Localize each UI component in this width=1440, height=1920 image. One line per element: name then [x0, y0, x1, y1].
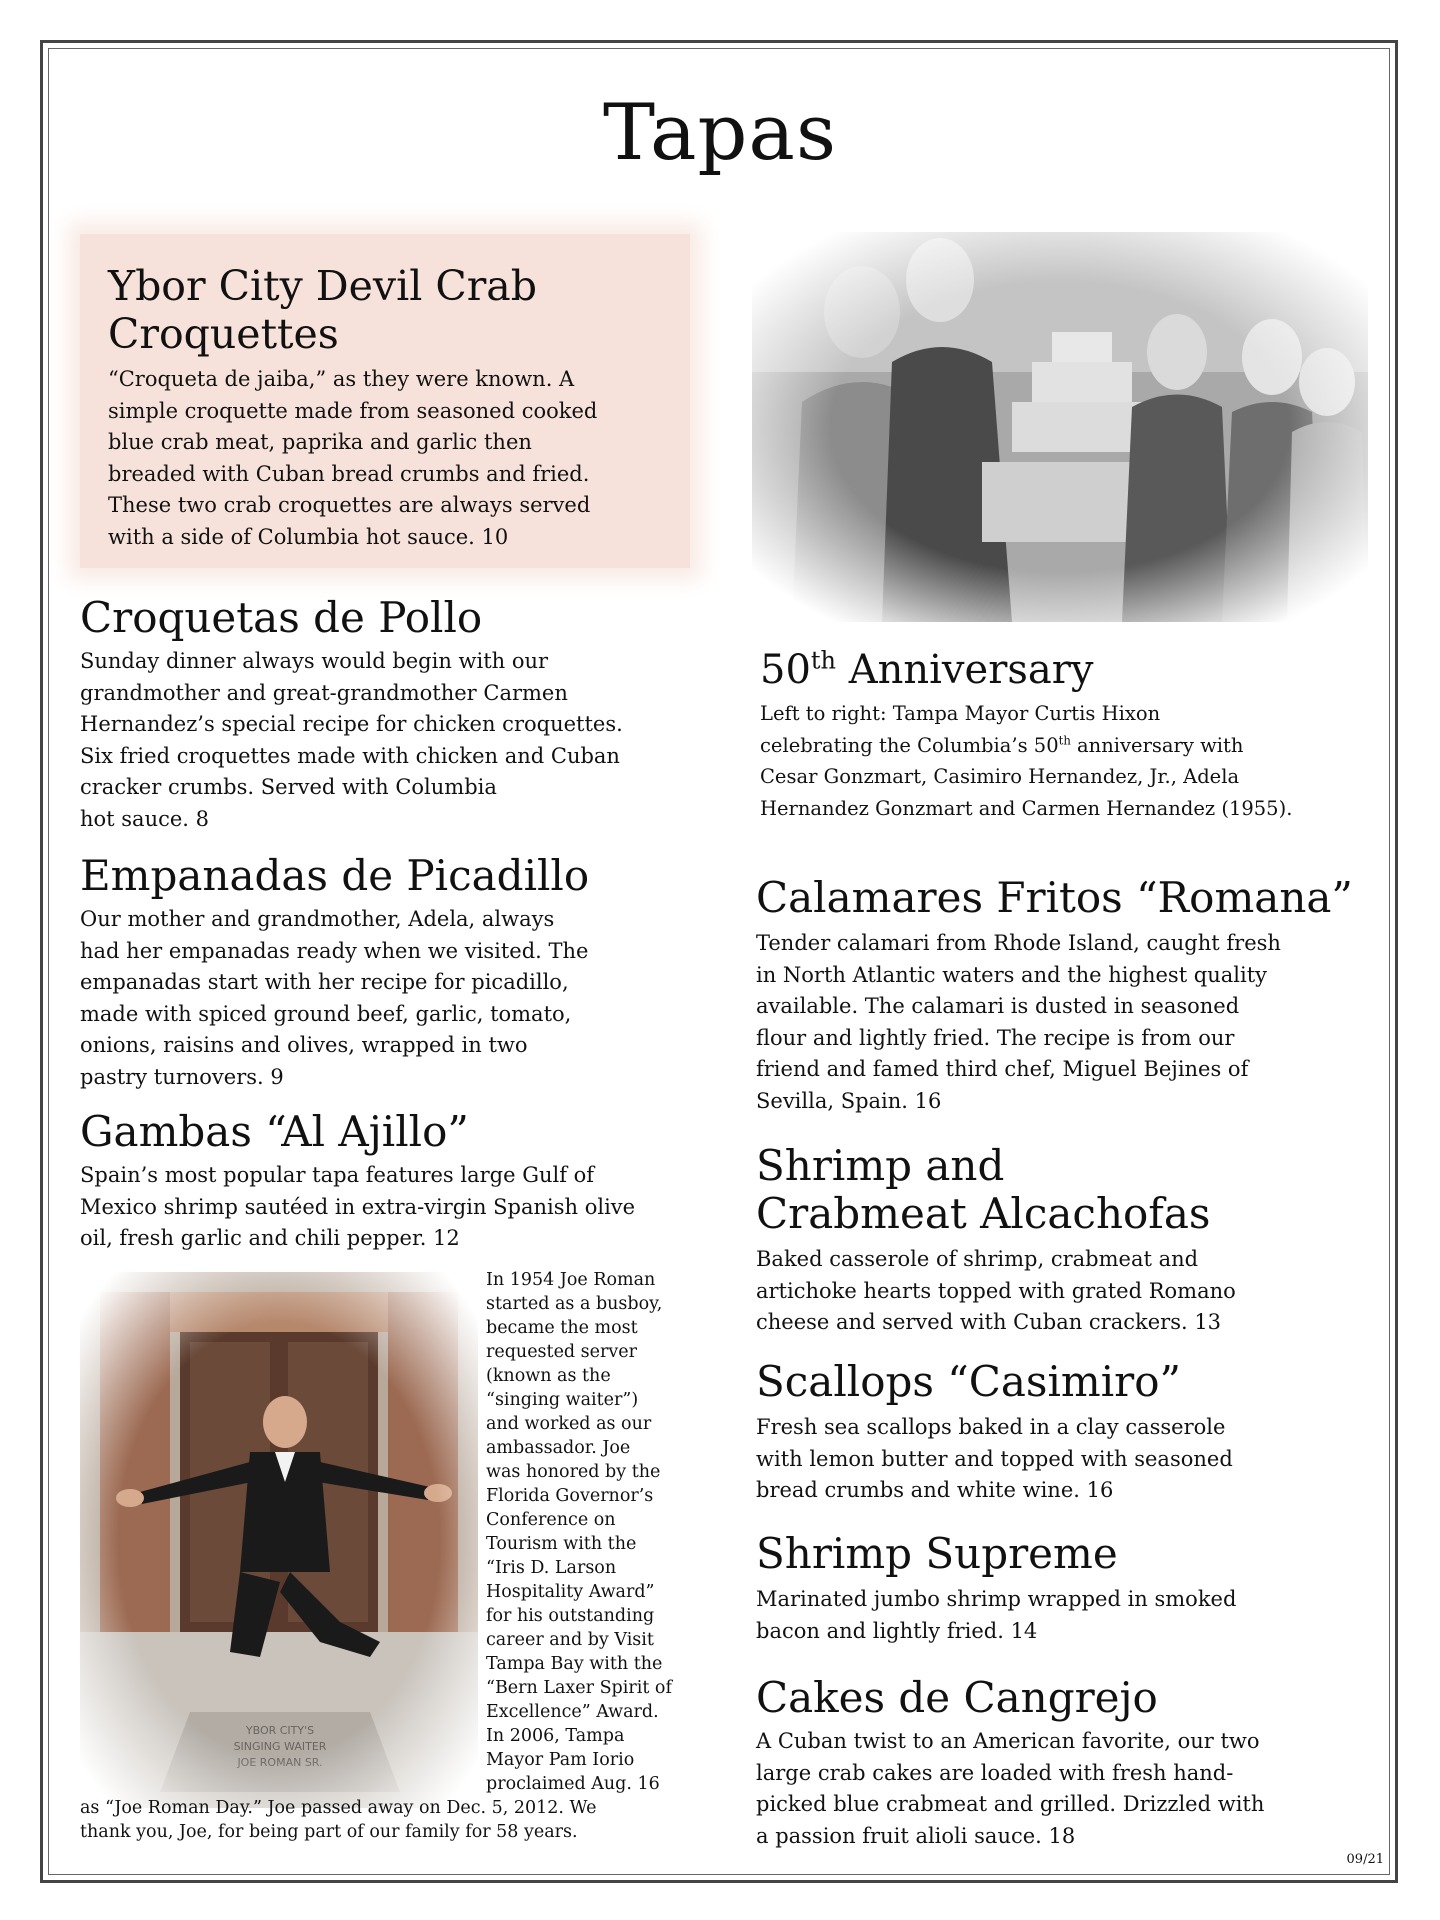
- singing-waiter-photo: [80, 1272, 478, 1808]
- menu-item-description: Our mother and grandmother, Adela, always had her empanadas ready when we visited. The empanadas start with her recipe for picadillo, made with spiced ground beef, garlic, tomato, onions, raisins and olives, wrapped in two pastry turnovers. 9: [80, 907, 589, 1089]
- anniversary-title-sup: th: [810, 646, 837, 675]
- menu-item-description: A Cuban twist to an American favorite, our two large crab cakes are loaded with fresh hand- picked blue crabmeat and grilled. Drizzled with a passion fruit alioli sauce. 18: [756, 1729, 1265, 1848]
- featured-item-title: Ybor City Devil Crab Croquettes: [108, 262, 537, 358]
- anniversary-caption-line: Left to right: Tampa Mayor Curtis Hixon: [760, 702, 1161, 725]
- anniversary-caption-line: celebrating the Columbia’s 50th anniversary with: [760, 733, 1244, 757]
- menu-item-title: Calamares Fritos “Romana”: [756, 873, 1353, 922]
- menu-item-description: Spain’s most popular tapa features large Gulf of Mexico shrimp sautéed in extra-virgin Spanish olive oil, fresh garlic and chili pepper. 12: [80, 1163, 636, 1250]
- menu-item-title: Shrimp and Crabmeat Alcachofas: [756, 1141, 1211, 1238]
- menu-item-description: Fresh sea scallops baked in a clay casserole with lemon butter and topped with seasoned bread crumbs and white wine. 16: [756, 1415, 1233, 1502]
- menu-item-description: Sunday dinner always would begin with our grandmother and great-grandmother Carmen Hernandez’s special recipe for chicken croquettes. Six fried croquettes made with chicken and Cuban cracker crumbs. Served with Columbia hot sauce. 8: [80, 649, 623, 831]
- joe-caption-column: In 1954 Joe Roman started as a busboy, became the most requested server (known as the “singing waiter”) and worked as our ambassador. Joe was honored by the Florida Governor’s Conference on Tourism with the “Iris D. Larson Hospitality Award” for his outstanding career and by Visit Tampa Bay with the “Bern Laxer Spirit of Excellence” Award. In 2006, Tampa Mayor Pam Iorio proclaimed Aug. 16: [486, 1270, 672, 1794]
- anniversary-photo: [752, 232, 1368, 622]
- anniversary-title-text: Anniversary: [836, 647, 1094, 693]
- menu-item-description: Tender calamari from Rhode Island, caught fresh in North Atlantic waters and the highest quality available. The calamari is dusted in seasoned flour and lightly fried. The recipe is from our friend and famed third chef, Miguel Bejines of Sevilla, Spain. 16: [756, 931, 1281, 1113]
- menu-item-title: Cakes de Cangrejo: [756, 1673, 1158, 1722]
- menu-item-title: Croquetas de Pollo: [80, 593, 483, 642]
- anniversary-caption-rest: Cesar Gonzmart, Casimiro Hernandez, Jr., Adela Hernandez Gonzmart and Carmen Hernandez (1955).: [760, 765, 1293, 820]
- anniversary-title-number: 50: [760, 647, 811, 693]
- menu-item-title: Empanadas de Picadillo: [80, 851, 590, 900]
- menu-item-description: Baked casserole of shrimp, crabmeat and artichoke hearts topped with grated Romano cheese and served with Cuban crackers. 13: [756, 1247, 1236, 1334]
- menu-item-description: Marinated jumbo shrimp wrapped in smoked bacon and lightly fried. 14: [756, 1587, 1237, 1643]
- featured-item-description: “Croqueta de jaiba,” as they were known. A simple croquette made from seasoned cooked blue crab meat, paprika and garlic then breaded with Cuban bread crumbs and fried. These two crab croquettes are always served with a side of Columbia hot sauce. 10: [108, 367, 598, 549]
- page-title: Tapas: [603, 88, 837, 178]
- menu-item-title: Scallops “Casimiro”: [756, 1357, 1182, 1406]
- menu-item-title: Shrimp Supreme: [756, 1529, 1118, 1578]
- menu-code: 09/21: [1346, 1852, 1384, 1867]
- anniversary-title: [760, 646, 1093, 694]
- menu-item-title: Gambas “Al Ajillo”: [80, 1107, 469, 1156]
- joe-caption-full: as “Joe Roman Day.” Joe passed away on Dec. 5, 2012. We thank you, Joe, for being part of our family for 58 years.: [80, 1798, 597, 1842]
- anniversary-caption: [760, 698, 1380, 824]
